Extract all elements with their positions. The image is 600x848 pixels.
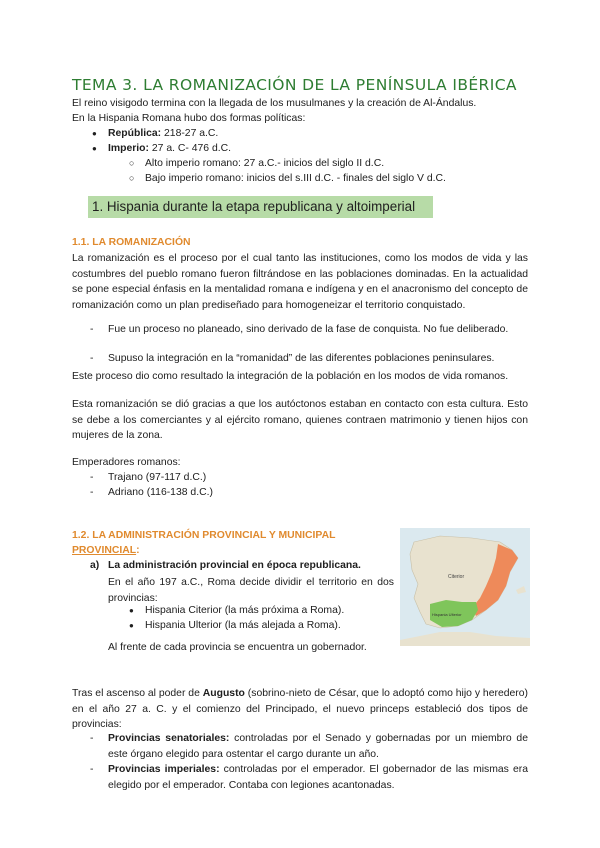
alto-imperio: ○ Alto imperio romano: 27 a.C.- inicios del siglo II d.C. [145,158,384,169]
item-a-text: En el año 197 a.C., Roma decide dividir el territorio en dos provincias: [108,577,394,604]
augusto-paragraph: Tras el ascenso al poder de Augusto (sobrino-nieto de César, que lo adoptó como hijo y heredero) en el año 27 a. C. y el comienzo del Principado, el nuevo princeps estableció dos tipos de provincias: [72,688,528,731]
map-label-citerior: Citerior [448,574,465,580]
emperor-adriano: - Adriano (116-138 d.C.) [108,487,213,498]
form-republica: ● República: 218-27 a.C. [108,128,218,139]
romanizacion-point-2: - Supuso la integración en la “romanidad” de las diferentes poblaciones peninsulares. [108,353,494,364]
romanizacion-paragraph: La romanización es el proceso por el cual tanto las instituciones, como los modos de vida y las costumbres del pueblo romano fueron filtrándose en las poblaciones dominadas. En la actualidad se pone especial énfasis en la mentalidad romana e indígena y en el anacronismo del concepto de romanización como un plan prediseñado para homogeneizar el territorio conquistado. [72,253,528,311]
cause-paragraph: Esta romanización se dió gracias a que los autóctonos estaban en contacto con esta cultura. Esto se debe a los comerciantes y al ejército romano, quienes contraen matrimonio y tienen hijos con mujeres de la zona. [72,399,528,442]
section-heading: 1. Hispania durante la etapa republicana y altoimperial [92,199,416,214]
subheading-administracion: 1.2. LA ADMINISTRACIÓN PROVINCIAL Y MUNICIPAL [72,530,336,541]
hispania-map [400,528,530,646]
item-a-title: La administración provincial en época republicana. [108,560,361,571]
romanizacion-point-1: - Fue un proceso no planeado, sino derivado de la fase de conquista. No fue deliberado. [108,322,528,338]
document-title: TEMA 3. LA ROMANIZACIÓN DE LA PENÍNSULA IBÉRICA [72,76,517,94]
item-a-letter: a) [90,560,100,571]
form-imperio: ● Imperio: 27 a. C- 476 d.C. [108,143,231,154]
bajo-imperio: ○ Bajo imperio romano: inicios del s.III d.C. - finales del siglo V d.C. [145,173,446,184]
intro-line-1: El reino visigodo termina con la llegada de los musulmanes y la creación de Al-Ándalus. [72,98,477,109]
result-paragraph: Este proceso dio como resultado la integración de la población en los modos de vida romanos. [72,371,509,382]
province-ulterior: ● Hispania Ulterior (la más alejada a Roma). [145,620,341,631]
intro-line-2: En la Hispania Romana hubo dos formas políticas: [72,113,306,124]
subheading-provincial: PROVINCIAL: [72,545,140,556]
emperors-label: Emperadores romanos: [72,457,181,468]
provincia-imperial: - Provincias imperiales: controladas por el emperador. El gobernador de las mismas era elegido por el emperador. Contaba con legiones acantonadas. [108,762,528,793]
province-citerior: ● Hispania Citerior (la más próxima a Roma). [145,605,344,616]
map-label-ulterior: Hispania Ulterior [432,612,462,617]
gobernador-text: Al frente de cada provincia se encuentra un gobernador. [108,642,367,653]
subheading-romanizacion: 1.1. LA ROMANIZACIÓN [72,237,191,248]
emperor-trajano: - Trajano (97-117 d.C.) [108,472,206,483]
provincia-senatorial: - Provincias senatoriales: controladas por el Senado y gobernadas por un miembro de este órgano elegido para ostentar el cargo durante un año. [108,731,528,762]
